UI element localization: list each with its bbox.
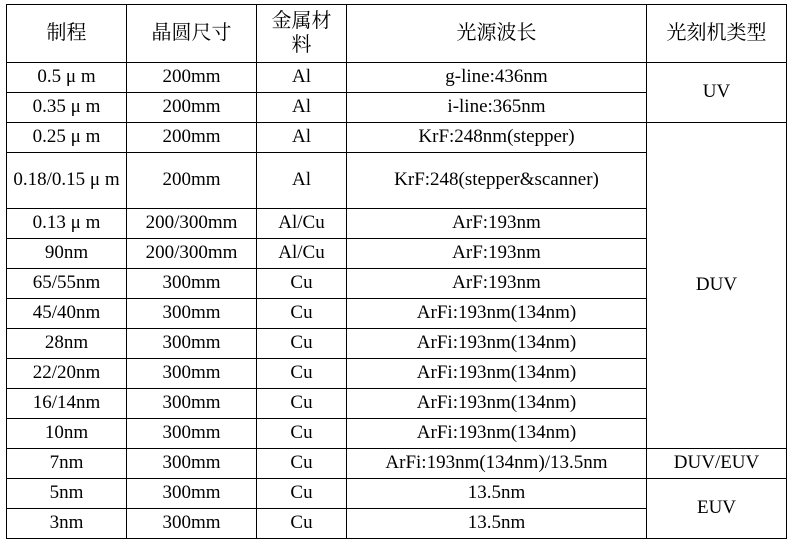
cell-metal: Cu [257, 269, 347, 299]
header-light-source: 光源波长 [347, 5, 647, 63]
cell-type-duv: DUV [647, 123, 787, 449]
cell-process: 0.5 μ m [7, 63, 127, 93]
cell-process: 5nm [7, 479, 127, 509]
cell-process: 3nm [7, 509, 127, 539]
cell-source: i-line:365nm [347, 93, 647, 123]
cell-process: 16/14nm [7, 389, 127, 419]
cell-source: 13.5nm [347, 479, 647, 509]
cell-source: ArFi:193nm(134nm) [347, 299, 647, 329]
cell-metal: Al [257, 93, 347, 123]
cell-wafer: 200mm [127, 93, 257, 123]
cell-metal: Al/Cu [257, 209, 347, 239]
lithography-table [6, 4, 787, 539]
cell-source: ArFi:193nm(134nm) [347, 419, 647, 449]
cell-process: 0.25 μ m [7, 123, 127, 153]
table-row [7, 123, 787, 153]
cell-process: 0.35 μ m [7, 93, 127, 123]
cell-process: 0.18/0.15 μ m [7, 153, 127, 209]
header-metal: 金属材料 [257, 5, 347, 63]
cell-source: ArFi:193nm(134nm) [347, 329, 647, 359]
cell-process: 0.13 μ m [7, 209, 127, 239]
table-row [7, 449, 787, 479]
cell-metal: Cu [257, 509, 347, 539]
cell-wafer: 300mm [127, 509, 257, 539]
cell-wafer: 200mm [127, 153, 257, 209]
cell-source: ArF:193nm [347, 209, 647, 239]
cell-wafer: 300mm [127, 449, 257, 479]
cell-metal: Cu [257, 389, 347, 419]
header-litho-type: 光刻机类型 [647, 5, 787, 63]
cell-process: 65/55nm [7, 269, 127, 299]
cell-wafer: 300mm [127, 269, 257, 299]
cell-type-duv-euv: DUV/EUV [647, 449, 787, 479]
table-row [7, 479, 787, 509]
cell-process: 90nm [7, 239, 127, 269]
cell-metal: Cu [257, 419, 347, 449]
cell-metal: Cu [257, 299, 347, 329]
cell-source: ArFi:193nm(134nm)/13.5nm [347, 449, 647, 479]
cell-process: 10nm [7, 419, 127, 449]
cell-wafer: 300mm [127, 329, 257, 359]
cell-source: ArFi:193nm(134nm) [347, 389, 647, 419]
cell-wafer: 200mm [127, 63, 257, 93]
cell-metal: Al [257, 153, 347, 209]
cell-metal: Cu [257, 329, 347, 359]
cell-metal: Cu [257, 479, 347, 509]
cell-source: KrF:248(stepper&scanner) [347, 153, 647, 209]
cell-metal: Cu [257, 359, 347, 389]
cell-type-uv: UV [647, 63, 787, 123]
cell-source: 13.5nm [347, 509, 647, 539]
header-process: 制程 [7, 5, 127, 63]
cell-type-euv: EUV [647, 479, 787, 539]
cell-process: 7nm [7, 449, 127, 479]
cell-source: ArFi:193nm(134nm) [347, 359, 647, 389]
cell-source: g-line:436nm [347, 63, 647, 93]
cell-wafer: 200/300mm [127, 239, 257, 269]
cell-metal: Cu [257, 449, 347, 479]
cell-source: KrF:248nm(stepper) [347, 123, 647, 153]
cell-process: 22/20nm [7, 359, 127, 389]
cell-wafer: 300mm [127, 419, 257, 449]
cell-metal: Al [257, 123, 347, 153]
cell-wafer: 300mm [127, 389, 257, 419]
cell-wafer: 200mm [127, 123, 257, 153]
cell-wafer: 300mm [127, 359, 257, 389]
cell-source: ArF:193nm [347, 239, 647, 269]
cell-metal: Al/Cu [257, 239, 347, 269]
cell-metal: Al [257, 63, 347, 93]
cell-wafer: 300mm [127, 299, 257, 329]
header-wafer-size: 晶圆尺寸 [127, 5, 257, 63]
cell-wafer: 300mm [127, 479, 257, 509]
cell-process: 45/40nm [7, 299, 127, 329]
cell-source: ArF:193nm [347, 269, 647, 299]
cell-wafer: 200/300mm [127, 209, 257, 239]
table-row [7, 63, 787, 93]
cell-process: 28nm [7, 329, 127, 359]
